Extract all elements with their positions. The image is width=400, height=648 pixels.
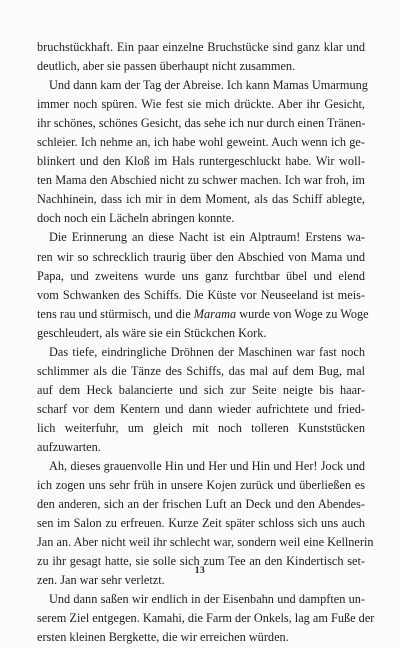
text-line: ten Mama den Abschied nicht zu schwer machen. Ich war froh, im: [37, 173, 365, 188]
ship-name: Marama: [193, 306, 237, 321]
text-line: Nachhinein, dass ich mir in dem Moment, als das Schiff ablegte,: [37, 192, 365, 207]
text-line: geschleudert, als wäre sie ein Stückchen Kork.: [37, 325, 267, 340]
text-line: Und dann saßen wir endlich in der Eisenbahn und dampften un-: [49, 592, 365, 607]
text-line: Und dann kam der Tag der Abreise. Ich kann Mamas Umarmung: [49, 78, 368, 93]
text-line: ihr schönes, schönes Gesicht, das sehe ich nur durch einen Tränen-: [37, 116, 366, 131]
text-line: den anderen, sich an der frischen Luft an Deck und den Abendes-: [37, 497, 365, 512]
text-line: Das tiefe, eindringliche Dröhnen der Maschinen war fast noch: [49, 344, 365, 359]
text-line: Ah, dieses grauenvolle Hin und Her und Hin und Her! Jock und: [49, 459, 365, 474]
text-line: scharf vor dem Kentern und dann wieder aufrichtete und fried-: [37, 401, 365, 416]
text-line: ersten kleinen Bergkette, die wir erreichen würden.: [37, 630, 289, 645]
text-line: blinkert und den Kloß im Hals runtergeschluckt habe. Wir woll-: [37, 154, 365, 169]
text-line: lich weiterfuhr, um gleich mit noch tolleren Kunststücken: [37, 420, 365, 435]
text-line: aufzuwarten.: [37, 439, 101, 454]
text-line: schlimmer als die Tänze des Schiffs, das mal auf dem Bug, mal: [37, 363, 365, 378]
text-line: sen im Salon zu erfreuen. Kurze Zeit später schloss sich uns auch: [37, 516, 365, 531]
text-line: deutlich, aber sie passen überhaupt nicht zusammen.: [37, 59, 296, 74]
text-line: auf dem Heck balancierte und sich zur Seite neigte bis haar-: [37, 382, 365, 397]
text-line: Die Erinnerung an diese Nacht ist ein Alptraum! Erstens wa-: [49, 230, 365, 245]
text-line: ren wir so schrecklich traurig über den Abschied von Mama und: [37, 249, 365, 264]
page-number: 13: [194, 566, 206, 576]
text-line: vom Schwanken des Schiffs. Die Küste vor Neuseeland ist meis-: [37, 287, 365, 302]
text-line: ich zogen uns sehr früh in unsere Kojen zurück und überließen es: [37, 478, 365, 493]
text-line: schleier. Ich nehme an, ich habe wohl geweint. Auch wenn ich ge-: [37, 135, 365, 150]
text-line: Jan an. Aber nicht weil ihr schlecht war, sondern weil eine Kellnerin: [37, 535, 374, 550]
text-line: zu ihr gesagt hatte, sie solle sich zum Tee an den Kindertisch set-: [37, 554, 365, 569]
body-text: [37, 38, 375, 648]
text-line: immer noch spüren. Wie fest sie mich drückte. Aber ihr Gesicht,: [37, 97, 365, 112]
text-line: serem Ziel entgegen. Kamahi, die Farm der Onkels, lag am Fuße der: [37, 611, 375, 626]
text-line: zen. Jan war sehr verletzt.: [37, 573, 165, 588]
text-line: Papa, und zweitens wurde uns ganz furchtbar übel und elend: [37, 268, 365, 283]
text-line: doch noch ein Lächeln abringen konnte.: [37, 211, 235, 226]
text-line: tens rau und stürmisch, und die Marama wurde von Woge zu Woge: [37, 306, 369, 321]
text-line: bruchstückhaft. Ein paar einzelne Bruchstücke sind ganz klar und: [37, 40, 365, 54]
